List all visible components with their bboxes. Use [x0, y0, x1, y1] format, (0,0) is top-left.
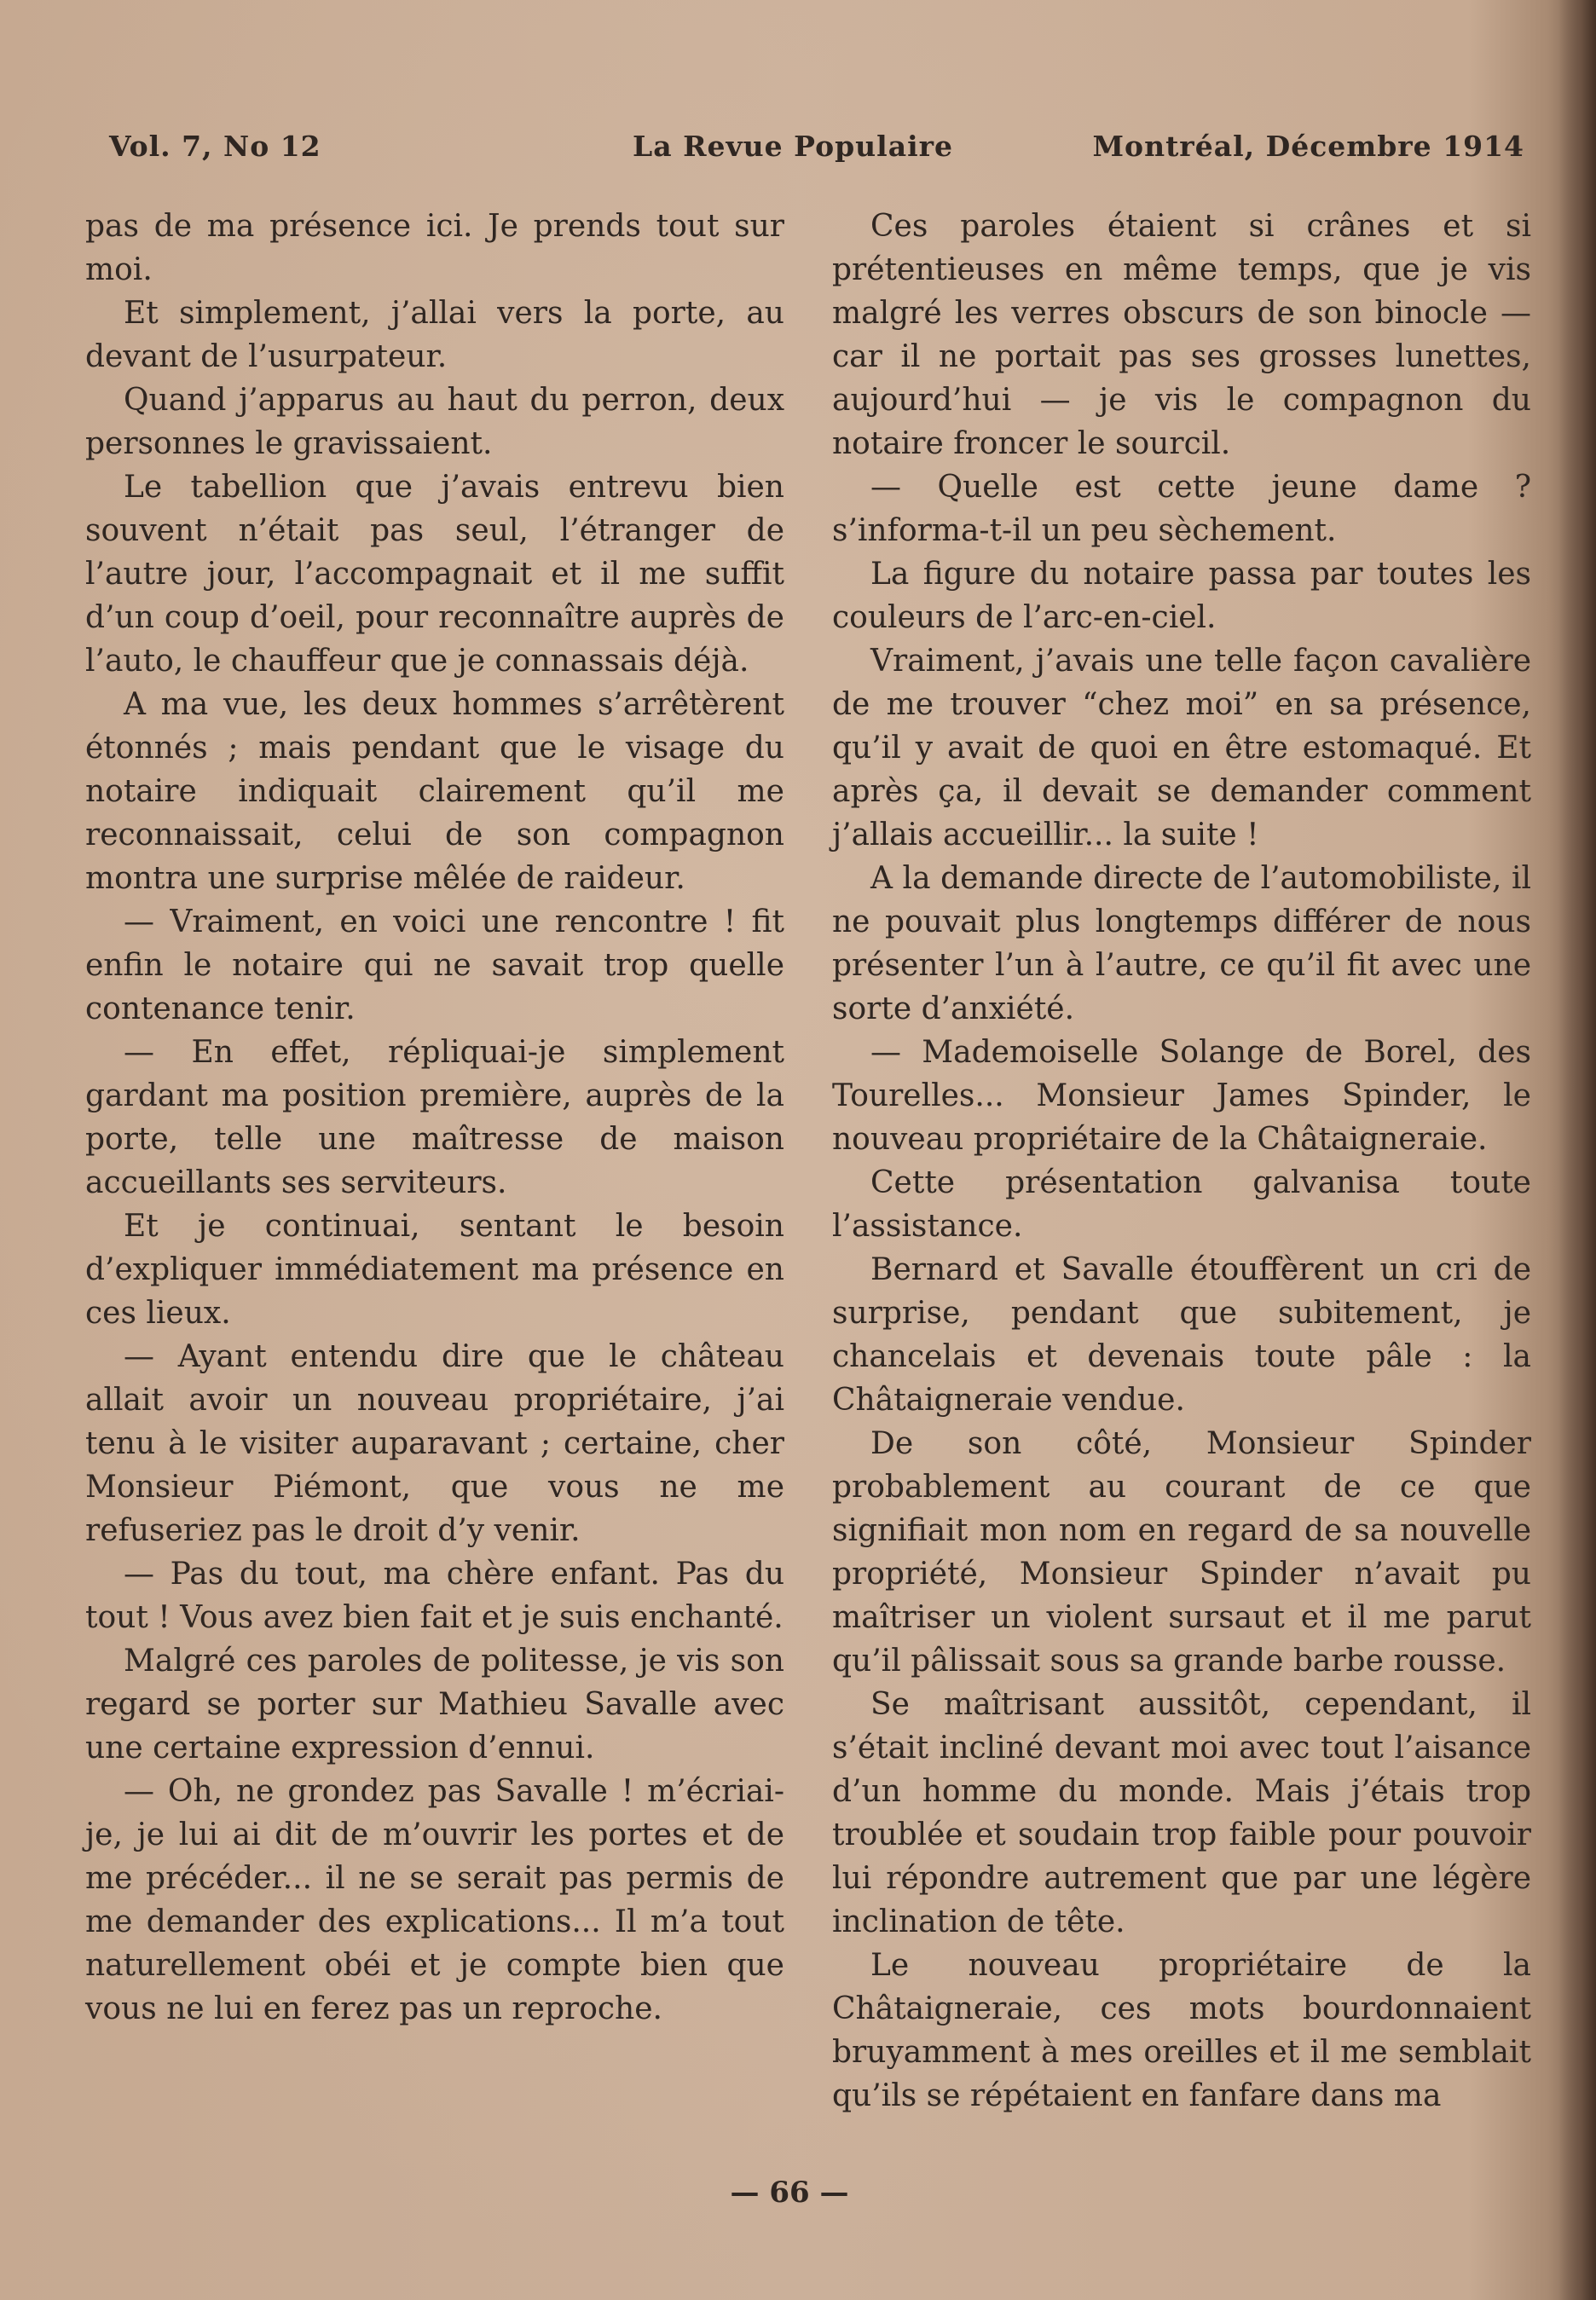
paragraph: Se maîtrisant aussitôt, cependant, il s’était incliné devant moi avec tout l’aisance d’un homme du monde. Mais j’étais trop troublée et soudain trop faible pour pouvoir lui répondre autrement que par une légère inclination de tête.	[832, 1687, 1531, 1939]
volume-number: Vol. 7, No 12	[109, 130, 321, 163]
paragraph: — Vraiment, en voici une rencontre ! fit enfin le notaire qui ne savait trop quelle contenance tenir.	[85, 904, 784, 1026]
paragraph: — Oh, ne grondez pas Savalle ! m’écriai-je, je lui ai dit de m’ouvrir les portes et de me précéder... il ne se serait pas permis de me demander des explications... Il m’a tout naturellement obéi et je compte bien que vous ne lui en ferez pas un reproche.	[85, 1774, 784, 2026]
magazine-title: La Revue Populaire	[633, 130, 953, 163]
paragraph: Ces paroles étaient si crânes et si prétentieuses en même temps, que je vis malgré les verres obscurs de son binocle — car il ne portait pas ses grosses lunettes, aujourd’hui — je vis le compagnon du notaire froncer le sourcil.	[832, 209, 1531, 461]
paragraph: — Quelle est cette jeune dame ? s’informa-t-il un peu sèchement.	[832, 470, 1531, 548]
paragraph: Et je continuai, sentant le besoin d’expliquer immédiatement ma présence en ces lieux.	[85, 1209, 784, 1331]
page-spine-shadow	[1558, 0, 1596, 2300]
right-column	[832, 205, 1531, 2118]
paragraph: — Ayant entendu dire que le château allait avoir un nouveau propriétaire, j’ai tenu à le visiter auparavant ; certaine, cher Monsieur Piémont, que vous ne me refuseriez pas le droit d’y venir.	[85, 1339, 784, 1548]
paragraph: Le tabellion que j’avais entrevu bien souvent n’était pas seul, l’étranger de l’autre jour, l’accompagnait et il me suffit d’un coup d’oeil, pour reconnaître auprès de l’auto, le chauffeur que je connassais déjà.	[85, 470, 784, 679]
left-column	[85, 205, 784, 2031]
paragraph: Bernard et Savalle étouffèrent un cri de surprise, pendant que subitement, je chancelais et devenais toute pâle : la Châtaigneraie vendue.	[832, 1252, 1531, 1418]
page-number: — 66 —	[730, 2176, 849, 2210]
running-header	[109, 130, 1524, 172]
paragraph: Et simplement, j’allai vers la porte, au devant de l’usurpateur.	[85, 296, 784, 374]
paragraph: — En effet, répliquai-je simplement gardant ma position première, auprès de la porte, telle une maîtresse de maison accueillants ses serviteurs.	[85, 1035, 784, 1200]
paragraph: Cette présentation galvanisa toute l’assistance.	[832, 1165, 1531, 1244]
paragraph: Quand j’apparus au haut du perron, deux personnes le gravissaient.	[85, 383, 784, 461]
paragraph: pas de ma présence ici. Je prends tout sur moi.	[85, 209, 784, 287]
paragraph: La figure du notaire passa par toutes les couleurs de l’arc-en-ciel.	[832, 557, 1531, 635]
paragraph: Vraiment, j’avais une telle façon cavalière de me trouver “chez moi” en sa présence, qu’il y avait de quoi en être estomaqué. Et après ça, il devait se demander comment j’allais accueillir... la suite !	[832, 644, 1531, 852]
paragraph: — Mademoiselle Solange de Borel, des Tourelles... Monsieur James Spinder, le nouveau propriétaire de la Châtaigneraie.	[832, 1035, 1531, 1157]
paragraph: A la demande directe de l’automobiliste, il ne pouvait plus longtemps différer de nous présenter l’un à l’autre, ce qu’il fit avec une sorte d’anxiété.	[832, 861, 1531, 1026]
paragraph: A ma vue, les deux hommes s’arrêtèrent étonnés ; mais pendant que le visage du notaire indiquait clairement qu’il me reconnaissait, celui de son compagnon montra une surprise mêlée de raideur.	[85, 687, 784, 896]
place-date: Montréal, Décembre 1914	[1092, 130, 1524, 163]
paragraph: Le nouveau propriétaire de la Châtaigneraie, ces mots bourdonnaient bruyamment à mes oreilles et il me semblait qu’ils se répétaient en fanfare dans ma	[832, 1948, 1531, 2113]
paragraph: — Pas du tout, ma chère enfant. Pas du tout ! Vous avez bien fait et je suis enchanté.	[85, 1557, 784, 1635]
paragraph: De son côté, Monsieur Spinder probablement au courant de ce que signifiait mon nom en regard de sa nouvelle propriété, Monsieur Spinder n’avait pu maîtriser un violent sursaut et il me parut qu’il pâlissait sous sa grande barbe rousse.	[832, 1426, 1531, 1679]
paragraph: Malgré ces paroles de politesse, je vis son regard se porter sur Mathieu Savalle avec une certaine expression d’ennui.	[85, 1644, 784, 1765]
